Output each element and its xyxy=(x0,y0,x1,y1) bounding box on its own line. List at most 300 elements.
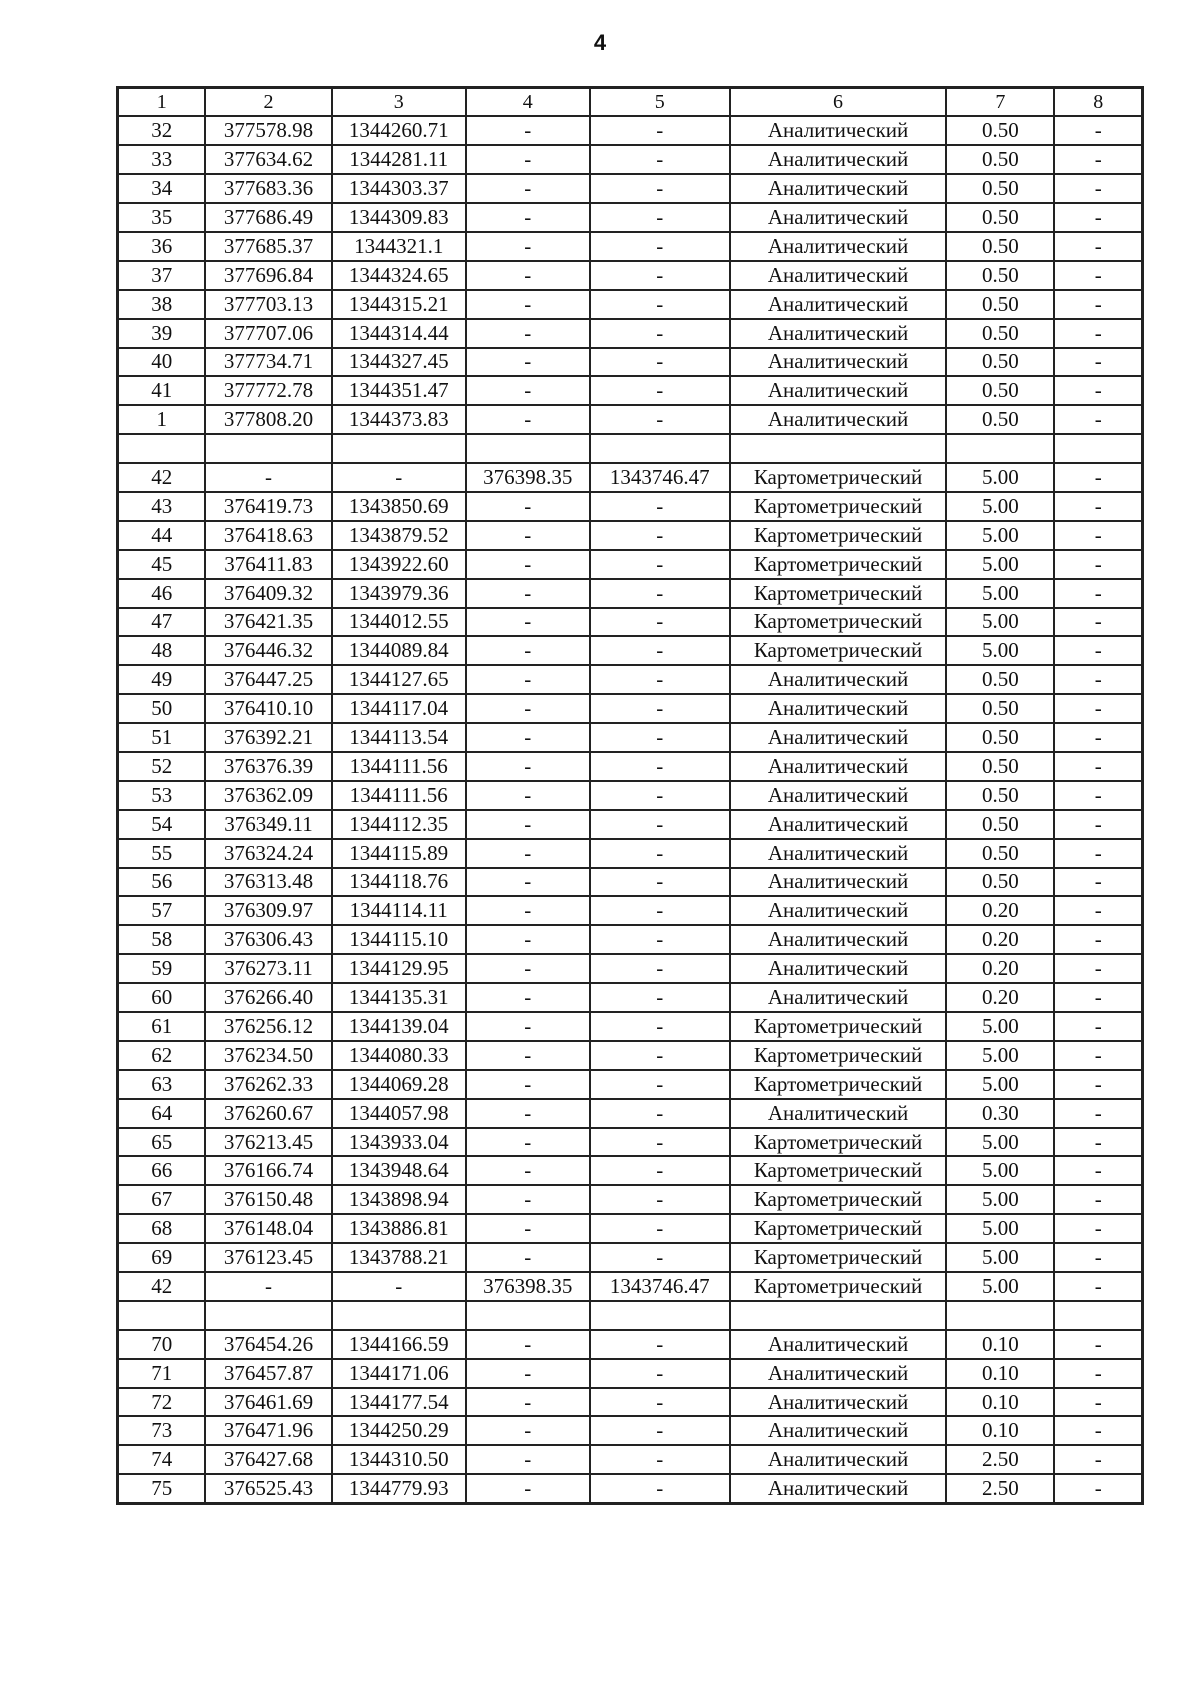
table-row xyxy=(118,1445,1143,1474)
table-cell-col-2: 377685.37 xyxy=(205,232,331,261)
table-cell-col-2: 377734.71 xyxy=(205,348,331,377)
table-cell-col-5: - xyxy=(590,839,730,868)
table-row xyxy=(118,290,1143,319)
table-cell-col-8: - xyxy=(1054,521,1142,550)
table-cell-col-3: 1344310.50 xyxy=(332,1445,466,1474)
table-cell-col-6: Картометрический xyxy=(730,1041,946,1070)
table-cell-col-2: 376471.96 xyxy=(205,1416,331,1445)
table-cell-col-7: 0.50 xyxy=(946,174,1054,203)
table-cell-col-7: 0.50 xyxy=(946,290,1054,319)
column-header-3: 3 xyxy=(332,88,466,117)
table-cell-col-6: Картометрический xyxy=(730,1128,946,1157)
table-cell-col-3: 1344373.83 xyxy=(332,405,466,434)
table-cell-col-8: - xyxy=(1054,174,1142,203)
table-cell-col-1: 43 xyxy=(118,492,206,521)
table-row xyxy=(118,781,1143,810)
table-cell-col-2: 377578.98 xyxy=(205,116,331,145)
page-number: 4 xyxy=(593,30,607,55)
table-cell-col-3: 1344327.45 xyxy=(332,348,466,377)
table-cell-col-4: - xyxy=(466,1041,590,1070)
table-cell-col-3: 1343850.69 xyxy=(332,492,466,521)
table-cell-col-4: - xyxy=(466,694,590,723)
table-cell-col-4: 376398.35 xyxy=(466,1272,590,1301)
table-cell-col-4: - xyxy=(466,1388,590,1417)
table-cell-col-3: 1344324.65 xyxy=(332,261,466,290)
table-cell-col-8: - xyxy=(1054,1156,1142,1185)
table-cell-col-5: - xyxy=(590,925,730,954)
table-cell-col-3: 1344080.33 xyxy=(332,1041,466,1070)
table-cell-col-3: 1343979.36 xyxy=(332,579,466,608)
table-cell-col-4: - xyxy=(466,983,590,1012)
table-cell-col-4: - xyxy=(466,492,590,521)
table-cell-col-4: - xyxy=(466,174,590,203)
table-cell-col-8: - xyxy=(1054,290,1142,319)
table-row xyxy=(118,1128,1143,1157)
table-row xyxy=(118,1474,1143,1503)
table-cell-col-7: 5.00 xyxy=(946,1214,1054,1243)
table-cell-col-1: 50 xyxy=(118,694,206,723)
table-cell-col-7: 5.00 xyxy=(946,1272,1054,1301)
table-cell-col-3: 1344779.93 xyxy=(332,1474,466,1503)
table-cell-col-2: 376150.48 xyxy=(205,1185,331,1214)
table-cell-col-2: 376273.11 xyxy=(205,954,331,983)
table-cell-col-7: 0.10 xyxy=(946,1359,1054,1388)
table-cell-col-3: 1344171.06 xyxy=(332,1359,466,1388)
table-row xyxy=(118,1243,1143,1272)
table-row xyxy=(118,261,1143,290)
table-cell-col-2: 376409.32 xyxy=(205,579,331,608)
table-cell-col-5: 1343746.47 xyxy=(590,463,730,492)
table-cell-col-3: 1344115.89 xyxy=(332,839,466,868)
table-row xyxy=(118,1041,1143,1070)
table-cell-col-7: 2.50 xyxy=(946,1445,1054,1474)
table-cell-col-4: - xyxy=(466,1330,590,1359)
table-cell-col-8: - xyxy=(1054,954,1142,983)
table-cell-col-7: 5.00 xyxy=(946,1243,1054,1272)
table-cell-col-7: 0.50 xyxy=(946,868,1054,897)
table-cell-col-6: Картометрический xyxy=(730,1185,946,1214)
table-cell-col-8: - xyxy=(1054,1070,1142,1099)
table-cell-col-3: 1344113.54 xyxy=(332,723,466,752)
table-row xyxy=(118,925,1143,954)
table-cell-col-7: 5.00 xyxy=(946,1185,1054,1214)
table-cell-col-4: - xyxy=(466,1214,590,1243)
table-cell-col-1: 45 xyxy=(118,550,206,579)
table-cell-col-8: - xyxy=(1054,781,1142,810)
table-cell-col-2: 376123.45 xyxy=(205,1243,331,1272)
table-cell-col-8: - xyxy=(1054,1185,1142,1214)
table-cell-col-4: - xyxy=(466,290,590,319)
table-row xyxy=(118,983,1143,1012)
column-header-8: 8 xyxy=(1054,88,1142,117)
table-cell-col-1: 35 xyxy=(118,203,206,232)
table-cell-col-8: - xyxy=(1054,116,1142,145)
table-cell-col-3: 1344111.56 xyxy=(332,781,466,810)
table-cell-col-7: 0.20 xyxy=(946,954,1054,983)
table-cell-col-2: 376313.48 xyxy=(205,868,331,897)
table-cell-col-6: Картометрический xyxy=(730,550,946,579)
table-cell-col-6: Аналитический xyxy=(730,1330,946,1359)
table-cell-col-3: 1343886.81 xyxy=(332,1214,466,1243)
table-cell-col-7: 5.00 xyxy=(946,579,1054,608)
table-cell-col-5: - xyxy=(590,983,730,1012)
table-cell-col-5: - xyxy=(590,1416,730,1445)
table-cell-col-7: 2.50 xyxy=(946,1474,1054,1503)
table-cell-col-8: - xyxy=(1054,405,1142,434)
table-cell-col-2: 376418.63 xyxy=(205,521,331,550)
table-cell-col-8: - xyxy=(1054,203,1142,232)
table-cell-col-1: 61 xyxy=(118,1012,206,1041)
table-cell-col-6: Аналитический xyxy=(730,810,946,839)
table-cell-col-1: 65 xyxy=(118,1128,206,1157)
table-cell-col-7: 0.20 xyxy=(946,925,1054,954)
table-cell-col-1: 66 xyxy=(118,1156,206,1185)
table-cell-col-2: 376256.12 xyxy=(205,1012,331,1041)
table-row xyxy=(118,348,1143,377)
table-cell-col-7 xyxy=(946,1301,1054,1330)
table-cell-col-8: - xyxy=(1054,376,1142,405)
table-cell-col-7: 0.50 xyxy=(946,405,1054,434)
table-cell-col-5: - xyxy=(590,694,730,723)
table-cell-col-6: Аналитический xyxy=(730,1416,946,1445)
table-cell-col-1: 42 xyxy=(118,1272,206,1301)
table-cell-col-2: 376419.73 xyxy=(205,492,331,521)
table-row xyxy=(118,810,1143,839)
column-header-7: 7 xyxy=(946,88,1054,117)
table-row xyxy=(118,550,1143,579)
table-cell-col-4: - xyxy=(466,925,590,954)
table-cell-col-5: - xyxy=(590,665,730,694)
table-cell-col-3: 1343948.64 xyxy=(332,1156,466,1185)
table-cell-col-7: 0.50 xyxy=(946,839,1054,868)
table-cell-col-4: - xyxy=(466,1445,590,1474)
table-cell-col-3: 1344135.31 xyxy=(332,983,466,1012)
table-cell-col-5: - xyxy=(590,348,730,377)
table-cell-col-7: 5.00 xyxy=(946,550,1054,579)
table-cell-col-2: 377696.84 xyxy=(205,261,331,290)
table-cell-col-8: - xyxy=(1054,1416,1142,1445)
table-cell-col-7: 0.50 xyxy=(946,145,1054,174)
table-cell-col-7: 5.00 xyxy=(946,1070,1054,1099)
table-cell-col-2: 376213.45 xyxy=(205,1128,331,1157)
table-cell-col-1: 59 xyxy=(118,954,206,983)
table-cell-col-8: - xyxy=(1054,1474,1142,1503)
table-cell-col-2: 376461.69 xyxy=(205,1388,331,1417)
table-cell-col-8: - xyxy=(1054,896,1142,925)
table-cell-col-6: Аналитический xyxy=(730,174,946,203)
table-cell-col-3: 1344069.28 xyxy=(332,1070,466,1099)
table-cell-col-5: - xyxy=(590,290,730,319)
table-cell-col-5: - xyxy=(590,1359,730,1388)
table-cell-col-1: 75 xyxy=(118,1474,206,1503)
table-cell-col-3: 1344139.04 xyxy=(332,1012,466,1041)
table-cell-col-7: 5.00 xyxy=(946,1012,1054,1041)
table-cell-col-1: 74 xyxy=(118,1445,206,1474)
table-cell-col-1: 54 xyxy=(118,810,206,839)
table-cell-col-8: - xyxy=(1054,463,1142,492)
table-cell-col-4: - xyxy=(466,608,590,637)
table-cell-col-2: 377703.13 xyxy=(205,290,331,319)
table-cell-col-3: 1344309.83 xyxy=(332,203,466,232)
table-cell-col-3: 1343933.04 xyxy=(332,1128,466,1157)
table-row xyxy=(118,405,1143,434)
table-cell-col-7 xyxy=(946,434,1054,463)
table-cell-col-3: 1344351.47 xyxy=(332,376,466,405)
table-row-blank xyxy=(118,1301,1143,1330)
table-cell-col-8: - xyxy=(1054,983,1142,1012)
table-cell-col-7: 5.00 xyxy=(946,1128,1054,1157)
table-cell-col-2: 377686.49 xyxy=(205,203,331,232)
table-cell-col-4: - xyxy=(466,261,590,290)
table-cell-col-7: 5.00 xyxy=(946,463,1054,492)
table-cell-col-6: Аналитический xyxy=(730,203,946,232)
table-cell-col-8: - xyxy=(1054,1128,1142,1157)
table-cell-col-4 xyxy=(466,434,590,463)
table-cell-col-1: 56 xyxy=(118,868,206,897)
table-cell-col-6: Аналитический xyxy=(730,839,946,868)
table-cell-col-8: - xyxy=(1054,665,1142,694)
table-cell-col-2: 376309.97 xyxy=(205,896,331,925)
table-cell-col-5: - xyxy=(590,116,730,145)
table-cell-col-5: - xyxy=(590,203,730,232)
table-cell-col-4: - xyxy=(466,319,590,348)
table-cell-col-1: 64 xyxy=(118,1099,206,1128)
table-cell-col-1: 36 xyxy=(118,232,206,261)
table-cell-col-8: - xyxy=(1054,636,1142,665)
table-cell-col-2: 376306.43 xyxy=(205,925,331,954)
table-cell-col-2: 376362.09 xyxy=(205,781,331,810)
column-header-1: 1 xyxy=(118,88,206,117)
table-cell-col-4: - xyxy=(466,1070,590,1099)
coordinates-table xyxy=(116,86,1144,1505)
table-cell-col-7: 0.20 xyxy=(946,896,1054,925)
table-cell-col-5: - xyxy=(590,723,730,752)
table-cell-col-1: 70 xyxy=(118,1330,206,1359)
table-cell-col-6: Аналитический xyxy=(730,983,946,1012)
table-cell-col-6: Аналитический xyxy=(730,896,946,925)
table-cell-col-8: - xyxy=(1054,319,1142,348)
table-cell-col-4 xyxy=(466,1301,590,1330)
table-cell-col-4: - xyxy=(466,954,590,983)
table-cell-col-5: - xyxy=(590,1156,730,1185)
table-cell-col-6: Картометрический xyxy=(730,636,946,665)
table-cell-col-2: 377772.78 xyxy=(205,376,331,405)
table-cell-col-2: 376525.43 xyxy=(205,1474,331,1503)
table-cell-col-8: - xyxy=(1054,1388,1142,1417)
table-cell-col-4: - xyxy=(466,752,590,781)
table-cell-col-3 xyxy=(332,434,466,463)
table-cell-col-8: - xyxy=(1054,1359,1142,1388)
table-cell-col-2: 376262.33 xyxy=(205,1070,331,1099)
column-header-6: 6 xyxy=(730,88,946,117)
table-row xyxy=(118,463,1143,492)
table-cell-col-7: 0.50 xyxy=(946,348,1054,377)
table-row xyxy=(118,1388,1143,1417)
table-cell-col-4: - xyxy=(466,1099,590,1128)
table-cell-col-1: 1 xyxy=(118,405,206,434)
table-cell-col-7: 0.50 xyxy=(946,781,1054,810)
table-cell-col-8: - xyxy=(1054,694,1142,723)
table-cell-col-4: - xyxy=(466,723,590,752)
table-cell-col-5: - xyxy=(590,579,730,608)
table-cell-col-1: 52 xyxy=(118,752,206,781)
table-cell-col-1: 55 xyxy=(118,839,206,868)
table-cell-col-5: - xyxy=(590,174,730,203)
table-row xyxy=(118,608,1143,637)
table-cell-col-5: - xyxy=(590,781,730,810)
table-cell-col-7: 5.00 xyxy=(946,1156,1054,1185)
table-row xyxy=(118,636,1143,665)
table-cell-col-2: 376148.04 xyxy=(205,1214,331,1243)
table-row-blank xyxy=(118,434,1143,463)
table-cell-col-1: 46 xyxy=(118,579,206,608)
table-cell-col-5: - xyxy=(590,1185,730,1214)
table-cell-col-4: - xyxy=(466,665,590,694)
table-cell-col-2: 376324.24 xyxy=(205,839,331,868)
table-cell-col-5 xyxy=(590,434,730,463)
table-cell-col-2 xyxy=(205,434,331,463)
table-cell-col-3 xyxy=(332,1301,466,1330)
table-cell-col-4: - xyxy=(466,203,590,232)
table-cell-col-4: 376398.35 xyxy=(466,463,590,492)
table-cell-col-6: Аналитический xyxy=(730,868,946,897)
table-cell-col-2: 376260.67 xyxy=(205,1099,331,1128)
table-cell-col-3: 1344281.11 xyxy=(332,145,466,174)
table-cell-col-4: - xyxy=(466,896,590,925)
table-cell-col-1: 37 xyxy=(118,261,206,290)
table-cell-col-6: Аналитический xyxy=(730,723,946,752)
table-cell-col-2: - xyxy=(205,1272,331,1301)
table-cell-col-2: 376421.35 xyxy=(205,608,331,637)
table-cell-col-5: - xyxy=(590,1214,730,1243)
table-cell-col-6: Аналитический xyxy=(730,1388,946,1417)
table-row xyxy=(118,1416,1143,1445)
table-cell-col-8: - xyxy=(1054,1041,1142,1070)
table-cell-col-6: Аналитический xyxy=(730,925,946,954)
table-cell-col-4: - xyxy=(466,1185,590,1214)
table-row xyxy=(118,665,1143,694)
table-cell-col-3: 1343922.60 xyxy=(332,550,466,579)
table-cell-col-4: - xyxy=(466,1243,590,1272)
table-cell-col-4: - xyxy=(466,1012,590,1041)
table-cell-col-1: 72 xyxy=(118,1388,206,1417)
table-cell-col-1: 58 xyxy=(118,925,206,954)
table-cell-col-6: Картометрический xyxy=(730,608,946,637)
table-cell-col-5: - xyxy=(590,1070,730,1099)
table-cell-col-6: Картометрический xyxy=(730,1243,946,1272)
table-cell-col-3: 1344115.10 xyxy=(332,925,466,954)
table-cell-col-4: - xyxy=(466,636,590,665)
table-cell-col-3: 1344057.98 xyxy=(332,1099,466,1128)
table-cell-col-3: 1344250.29 xyxy=(332,1416,466,1445)
table-cell-col-2: 377707.06 xyxy=(205,319,331,348)
header-row xyxy=(118,88,1143,117)
table-cell-col-1: 49 xyxy=(118,665,206,694)
table-cell-col-6: Аналитический xyxy=(730,1099,946,1128)
table-row xyxy=(118,579,1143,608)
table-cell-col-3: 1344314.44 xyxy=(332,319,466,348)
table-cell-col-3: 1344118.76 xyxy=(332,868,466,897)
table-cell-col-7: 0.50 xyxy=(946,723,1054,752)
table-cell-col-4: - xyxy=(466,1416,590,1445)
table-cell-col-6: Картометрический xyxy=(730,1214,946,1243)
table-cell-col-1: 32 xyxy=(118,116,206,145)
table-cell-col-8 xyxy=(1054,1301,1142,1330)
table-cell-col-6: Картометрический xyxy=(730,463,946,492)
table-row xyxy=(118,896,1143,925)
table-cell-col-8: - xyxy=(1054,925,1142,954)
table-cell-col-6: Аналитический xyxy=(730,116,946,145)
table-cell-col-1: 47 xyxy=(118,608,206,637)
table-row xyxy=(118,1272,1143,1301)
table-cell-col-6: Аналитический xyxy=(730,1445,946,1474)
table-row xyxy=(118,1099,1143,1128)
table-cell-col-2: 376166.74 xyxy=(205,1156,331,1185)
table-cell-col-1 xyxy=(118,1301,206,1330)
table-cell-col-4: - xyxy=(466,405,590,434)
table-cell-col-5 xyxy=(590,1301,730,1330)
table-cell-col-3: 1344129.95 xyxy=(332,954,466,983)
table-cell-col-5: - xyxy=(590,1243,730,1272)
table-cell-col-1: 42 xyxy=(118,463,206,492)
table-cell-col-4: - xyxy=(466,781,590,810)
table-row xyxy=(118,1359,1143,1388)
column-header-4: 4 xyxy=(466,88,590,117)
table-cell-col-3: 1344315.21 xyxy=(332,290,466,319)
table-cell-col-8 xyxy=(1054,434,1142,463)
table-cell-col-1: 39 xyxy=(118,319,206,348)
table-cell-col-7: 5.00 xyxy=(946,636,1054,665)
table-row xyxy=(118,232,1143,261)
table-cell-col-2: 377634.62 xyxy=(205,145,331,174)
table-cell-col-2: 376457.87 xyxy=(205,1359,331,1388)
table-cell-col-4: - xyxy=(466,232,590,261)
table-cell-col-2: - xyxy=(205,463,331,492)
table-cell-col-5: - xyxy=(590,376,730,405)
table-cell-col-6: Аналитический xyxy=(730,954,946,983)
table-cell-col-3: 1344114.11 xyxy=(332,896,466,925)
column-header-2: 2 xyxy=(205,88,331,117)
table-cell-col-3: 1344127.65 xyxy=(332,665,466,694)
table-cell-col-8: - xyxy=(1054,492,1142,521)
table-cell-col-6: Картометрический xyxy=(730,579,946,608)
table-row xyxy=(118,1330,1143,1359)
table-cell-col-8: - xyxy=(1054,839,1142,868)
table-cell-col-6: Аналитический xyxy=(730,290,946,319)
table-cell-col-6: Аналитический xyxy=(730,752,946,781)
table-cell-col-8: - xyxy=(1054,1272,1142,1301)
table-cell-col-6 xyxy=(730,434,946,463)
table-cell-col-1: 33 xyxy=(118,145,206,174)
table-cell-col-7: 0.50 xyxy=(946,261,1054,290)
table-cell-col-5: - xyxy=(590,954,730,983)
table-cell-col-4: - xyxy=(466,521,590,550)
table-cell-col-1: 68 xyxy=(118,1214,206,1243)
table-cell-col-4: - xyxy=(466,376,590,405)
table-cell-col-4: - xyxy=(466,116,590,145)
table-cell-col-7: 5.00 xyxy=(946,521,1054,550)
table-cell-col-2 xyxy=(205,1301,331,1330)
table-cell-col-1: 60 xyxy=(118,983,206,1012)
table-cell-col-1: 53 xyxy=(118,781,206,810)
column-header-5: 5 xyxy=(590,88,730,117)
table-cell-col-7: 0.50 xyxy=(946,319,1054,348)
table-cell-col-1: 73 xyxy=(118,1416,206,1445)
table-cell-col-4: - xyxy=(466,145,590,174)
table-row xyxy=(118,723,1143,752)
table-cell-col-3: 1343898.94 xyxy=(332,1185,466,1214)
table-cell-col-4: - xyxy=(466,1156,590,1185)
